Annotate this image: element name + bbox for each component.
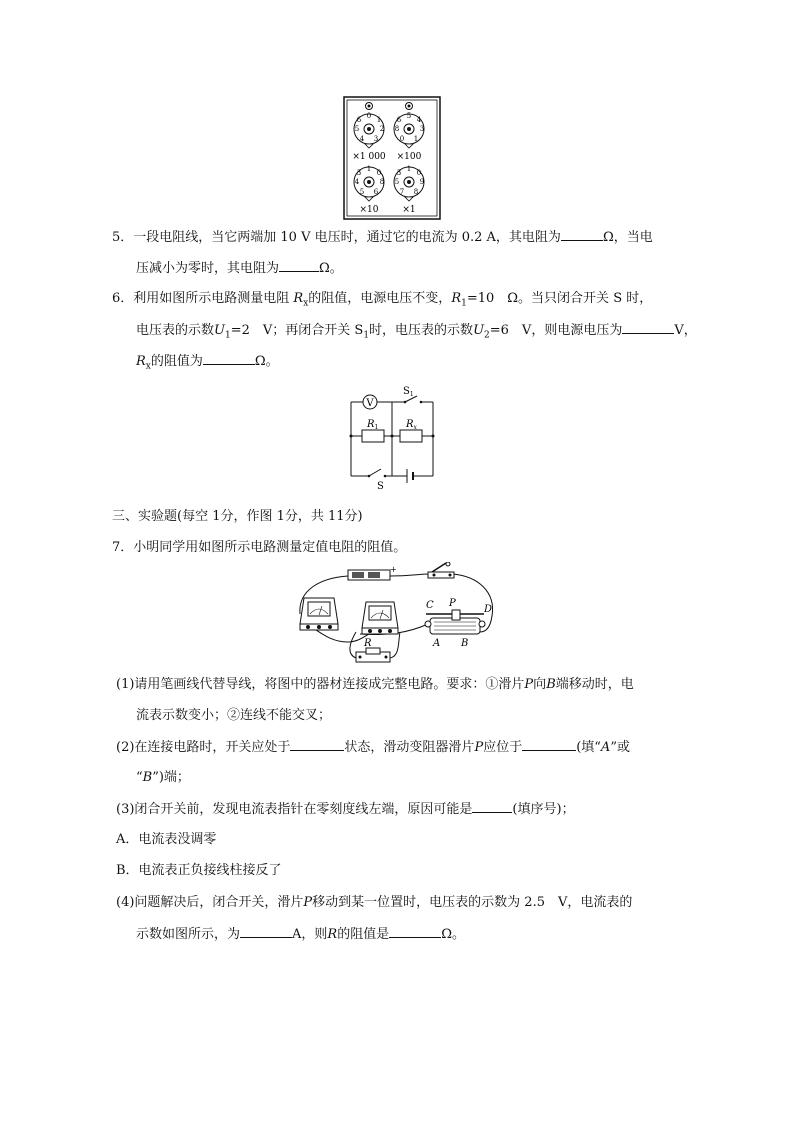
switch-s-label: S bbox=[377, 481, 384, 492]
svg-text:3: 3 bbox=[396, 169, 402, 177]
q7-blank-current[interactable] bbox=[240, 925, 292, 938]
terminal-a-label: A bbox=[433, 638, 441, 649]
q6-line-2 bbox=[136, 321, 697, 345]
rheostat-icon bbox=[425, 610, 485, 634]
q7-blank-switch-state[interactable] bbox=[290, 738, 344, 751]
q6-rx: R bbox=[293, 291, 304, 306]
q6-text-f: 时，电压表的示数 bbox=[369, 323, 474, 338]
q7-option-b: B．电流表正负接线柱接反了 bbox=[116, 863, 282, 878]
q7-p2-e: ”或 bbox=[610, 740, 630, 755]
q7-p4-b: 移动到某一位置时，电压表的示数为 2.5 V，电流表的 bbox=[312, 895, 633, 910]
q5-text-a: 5．一段电阻线，当它两端加 10 V 电压时，通过它的电流为 0.2 A，其电阻为 bbox=[112, 230, 561, 245]
svg-text:6: 6 bbox=[396, 116, 402, 124]
q5-blank-resistance[interactable] bbox=[561, 228, 603, 241]
svg-text:5: 5 bbox=[394, 178, 400, 186]
svg-text:3: 3 bbox=[373, 135, 379, 143]
q7-p4-c: 示数如图所示，为 bbox=[136, 927, 241, 942]
svg-text:8: 8 bbox=[379, 178, 385, 186]
q7-p4-R: R bbox=[327, 927, 338, 942]
q6-r1: R bbox=[451, 291, 462, 306]
svg-text:2: 2 bbox=[379, 125, 385, 133]
q7-p1-B: B bbox=[546, 677, 556, 692]
multiplier-x1000: ×1 000 bbox=[352, 152, 386, 162]
svg-text:1: 1 bbox=[366, 165, 372, 173]
svg-text:0: 0 bbox=[366, 112, 372, 120]
voltmeter-device-icon bbox=[362, 602, 398, 634]
q7-intro: 7．小明同学用如图所示电路测量定值电阻的阻值。 bbox=[112, 540, 407, 555]
svg-text:R: R bbox=[364, 638, 372, 649]
q6-text-h: V， bbox=[674, 323, 697, 338]
svg-text:7: 7 bbox=[399, 188, 405, 196]
svg-text:8: 8 bbox=[413, 188, 419, 196]
svg-text:1: 1 bbox=[413, 135, 419, 143]
q7-p1-p: P bbox=[524, 677, 534, 692]
knife-switch-icon bbox=[428, 562, 454, 578]
q6-text-c: =10 Ω。当只闭合开关 S 时， bbox=[466, 291, 653, 306]
q7-p2-a: (2)在连接电路时，开关应处于 bbox=[116, 740, 291, 755]
q7-p2-c: 应位于 bbox=[483, 740, 523, 755]
q7-p1-b: 向 bbox=[533, 677, 547, 692]
svg-text:0: 0 bbox=[376, 169, 382, 177]
voltmeter-label: V bbox=[366, 398, 374, 409]
q7-p2-f: “ bbox=[136, 770, 143, 785]
svg-text:6: 6 bbox=[373, 188, 379, 196]
svg-text:8: 8 bbox=[394, 125, 400, 133]
q6-text-j: Ω。 bbox=[254, 354, 279, 369]
q6-u1: U bbox=[214, 323, 225, 338]
q7-p4-e: 的阻值是 bbox=[337, 927, 390, 942]
q6-text-e: =2 V；再闭合开关 S bbox=[230, 323, 364, 338]
multiplier-x1: ×1 bbox=[402, 205, 416, 215]
q6-text-b: 的阻值，电源电压不变， bbox=[308, 291, 452, 306]
svg-text:4: 4 bbox=[416, 116, 422, 124]
q7-part2-line2 bbox=[136, 769, 190, 787]
multiplier-x10: ×10 bbox=[359, 205, 379, 215]
svg-text:5: 5 bbox=[406, 112, 412, 120]
q7-p4-f: Ω。 bbox=[441, 927, 465, 942]
svg-text:3: 3 bbox=[356, 169, 362, 177]
q6-r1-sub: 1 bbox=[461, 298, 467, 309]
section-heading: 三、实验题(每空 1分，作图 1分，共 11分) bbox=[112, 509, 363, 524]
q7-p2-b: 状态，滑动变阻器滑片 bbox=[344, 740, 475, 755]
terminal-d-label: D bbox=[484, 604, 493, 615]
switch-s1-label: $S_1$ bbox=[403, 386, 414, 398]
slider-p-label: P bbox=[449, 598, 456, 609]
q7-p4-d: A，则 bbox=[292, 927, 328, 942]
q7-p2-g: ”)端； bbox=[152, 770, 190, 785]
q7-part1-line2: 流表示数变小；②连线不能交叉； bbox=[136, 708, 332, 723]
q6-text-i: 的阻值为 bbox=[150, 354, 203, 369]
q6-text-a: 6．利用如图所示电路测量电阻 bbox=[112, 291, 290, 306]
q6-line-1 bbox=[112, 290, 652, 313]
q6-text-g: =6 V，则电源电压为 bbox=[489, 323, 623, 338]
q5-text-b: Ω，当电 bbox=[602, 230, 653, 245]
q6-u2: U bbox=[473, 323, 485, 338]
q6-blank-rx[interactable] bbox=[203, 352, 255, 365]
q5-blank-zero-voltage[interactable] bbox=[279, 259, 319, 272]
svg-text:9: 9 bbox=[419, 178, 425, 186]
q6-rx-2: R bbox=[136, 354, 146, 369]
q7-part4-line2 bbox=[136, 925, 465, 944]
svg-text:3: 3 bbox=[419, 125, 425, 133]
svg-text:0: 0 bbox=[416, 169, 422, 177]
multiplier-x100: ×100 bbox=[396, 152, 422, 162]
q7-p2-B: B bbox=[142, 770, 153, 785]
svg-text:1: 1 bbox=[376, 116, 382, 124]
q7-part1-line1 bbox=[116, 676, 634, 694]
fixed-resistor-icon bbox=[356, 638, 390, 662]
q5-text-c: 压减小为零时，其电阻为 bbox=[136, 261, 280, 276]
q5-text-d: Ω。 bbox=[319, 261, 343, 276]
q6-u1-sub: 1 bbox=[224, 330, 231, 341]
q6-rx-2-sub: x bbox=[145, 361, 151, 372]
q7-p2-d: (填“ bbox=[576, 740, 601, 755]
rx-label: $R_x$ bbox=[406, 419, 417, 431]
apparatus-figure-q7 bbox=[290, 562, 500, 668]
q7-p2-A: A bbox=[600, 740, 611, 755]
q6-blank-source-voltage[interactable] bbox=[622, 321, 674, 334]
svg-text:4: 4 bbox=[359, 135, 365, 143]
terminal-b-label: B bbox=[461, 638, 469, 649]
q7-p4-p: P bbox=[303, 895, 313, 910]
q7-part3 bbox=[116, 800, 575, 819]
q7-p3: (3)闭合开关前，发现电流表指针在零刻度线左端，原因可能是 bbox=[116, 802, 473, 817]
q7-blank-slider-end[interactable] bbox=[522, 738, 576, 751]
svg-text:6: 6 bbox=[356, 116, 362, 124]
q7-p1-c: 端移动时，电 bbox=[555, 677, 634, 692]
r1-label: $R_1$ bbox=[367, 419, 379, 431]
q6-line-3 bbox=[136, 352, 279, 376]
svg-text:1: 1 bbox=[406, 165, 412, 173]
q7-p1-a: (1)请用笔画线代替导线，将图中的器材连接成完整电路。要求：①滑片 bbox=[116, 677, 525, 692]
svg-text:5: 5 bbox=[359, 188, 365, 196]
q7-part2-line1 bbox=[116, 738, 630, 757]
q7-option-a: A．电流表没调零 bbox=[116, 832, 217, 847]
svg-text:5: 5 bbox=[354, 125, 360, 133]
q7-p3-b: (填序号)； bbox=[512, 802, 575, 817]
ammeter-icon bbox=[300, 598, 338, 630]
q6-text-d: 电压表的示数 bbox=[136, 323, 215, 338]
q5-line-2 bbox=[136, 259, 343, 278]
circuit-diagram-q6 bbox=[345, 384, 445, 492]
resistance-box-figure bbox=[343, 96, 441, 220]
q7-p4-a: (4)问题解决后，闭合开关，滑片 bbox=[116, 895, 304, 910]
svg-text:4: 4 bbox=[354, 178, 360, 186]
q6-u2-sub: 2 bbox=[484, 330, 490, 341]
svg-text:+: + bbox=[390, 565, 397, 574]
terminal-c-label: C bbox=[426, 600, 434, 611]
q7-blank-reason[interactable] bbox=[472, 800, 512, 813]
q6-s1-sub: 1 bbox=[363, 330, 370, 341]
q7-p2-p: P bbox=[474, 740, 484, 755]
q7-blank-resistance[interactable] bbox=[389, 925, 441, 938]
svg-text:0: 0 bbox=[399, 135, 405, 143]
q5-line-1 bbox=[112, 228, 653, 247]
battery-pack-icon bbox=[348, 565, 397, 580]
q7-part4-line1 bbox=[116, 894, 632, 912]
q6-rx-sub: x bbox=[303, 298, 309, 309]
